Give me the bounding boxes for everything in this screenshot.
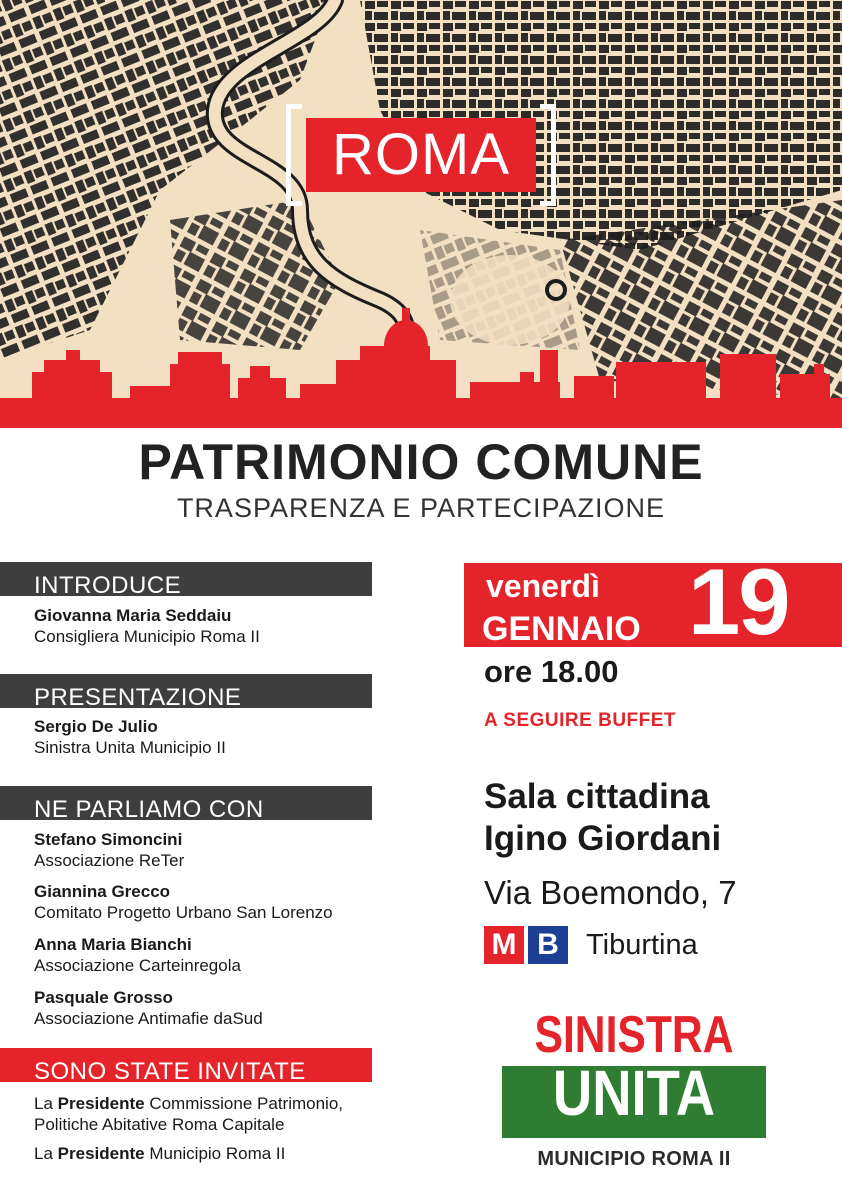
person-role: Associazione Antimafie daSud <box>34 1009 263 1028</box>
metro-m-icon: M <box>484 926 524 964</box>
metro-stop: Tiburtina <box>586 929 698 961</box>
section-presentazione-bar <box>0 674 372 711</box>
person-role: Associazione Carteinregola <box>34 956 241 975</box>
invitee-line-2: Politiche Abitative Roma Capitale <box>34 1115 285 1134</box>
logo-bottom-text: MUNICIPIO ROMA II <box>537 1148 731 1170</box>
event-time: ore 18.00 <box>484 654 619 689</box>
rome-map-illustration <box>0 0 842 428</box>
right-bracket <box>540 104 556 206</box>
person-name: Stefano Simoncini <box>34 830 183 849</box>
section-ne-parliamo-bar <box>0 786 372 823</box>
person-role: Associazione ReTer <box>34 851 185 870</box>
invitee-prefix: La <box>34 1144 53 1163</box>
person-speaker <box>34 829 184 871</box>
section-invitate-heading: SONO STATE INVITATE <box>34 1058 306 1085</box>
page-title: PATRIMONIO COMUNE <box>138 434 704 490</box>
venue-address: Via Boemondo, 7 <box>484 874 737 911</box>
person-speaker <box>34 881 333 923</box>
person-speaker <box>34 934 241 976</box>
left-bracket <box>286 104 302 206</box>
person-name: Sergio De Julio <box>34 717 158 736</box>
invitee-item <box>34 1093 343 1135</box>
person-role: Sinistra Unita Municipio II <box>34 738 226 757</box>
event-day: venerdì <box>486 568 600 604</box>
event-month: GENNAIO <box>482 610 641 648</box>
section-presentazione-heading: PRESENTAZIONE <box>34 684 242 711</box>
invitee-prefix: La <box>34 1094 53 1113</box>
section-ne-parliamo-heading: NE PARLIAMO CON <box>34 796 264 823</box>
invitee-title: Presidente <box>57 1144 145 1163</box>
logo-middle-text: UNITA <box>552 1057 716 1129</box>
section-introduce-heading: INTRODUCE <box>34 572 182 599</box>
event-extra: A SEGUIRE BUFFET <box>484 710 677 731</box>
person-name: Pasquale Grosso <box>34 988 173 1007</box>
section-invitate-bar <box>0 1048 372 1085</box>
page-subtitle: TRASPARENZA E PARTECIPAZIONE <box>176 493 666 523</box>
city-label: ROMA <box>306 118 536 192</box>
person-role: Consigliera Municipio Roma II <box>34 627 260 646</box>
metro-line-b-icon: B <box>528 926 568 964</box>
venue-line-2: Igino Giordani <box>484 819 722 858</box>
invitee-title: Presidente <box>57 1094 145 1113</box>
person-name: Anna Maria Bianchi <box>34 935 192 954</box>
person-name: Giannina Grecco <box>34 882 171 901</box>
person-presentazione <box>34 716 226 758</box>
map-header <box>0 0 842 428</box>
section-introduce-bar <box>0 562 372 599</box>
venue-line-1: Sala cittadina <box>484 777 710 816</box>
logo-top-text: SINISTRA <box>534 1006 734 1064</box>
person-introduce <box>34 605 260 647</box>
invitee-item <box>34 1143 285 1164</box>
person-role: Comitato Progetto Urbano San Lorenzo <box>34 903 333 922</box>
person-speaker <box>34 987 263 1029</box>
roma-logo <box>286 104 556 206</box>
event-date-number: 19 <box>688 549 789 654</box>
person-name: Giovanna Maria Seddaiu <box>34 606 232 625</box>
invitee-line: Municipio Roma II <box>149 1144 286 1163</box>
invitee-line: Commissione Patrimonio, <box>149 1094 344 1113</box>
